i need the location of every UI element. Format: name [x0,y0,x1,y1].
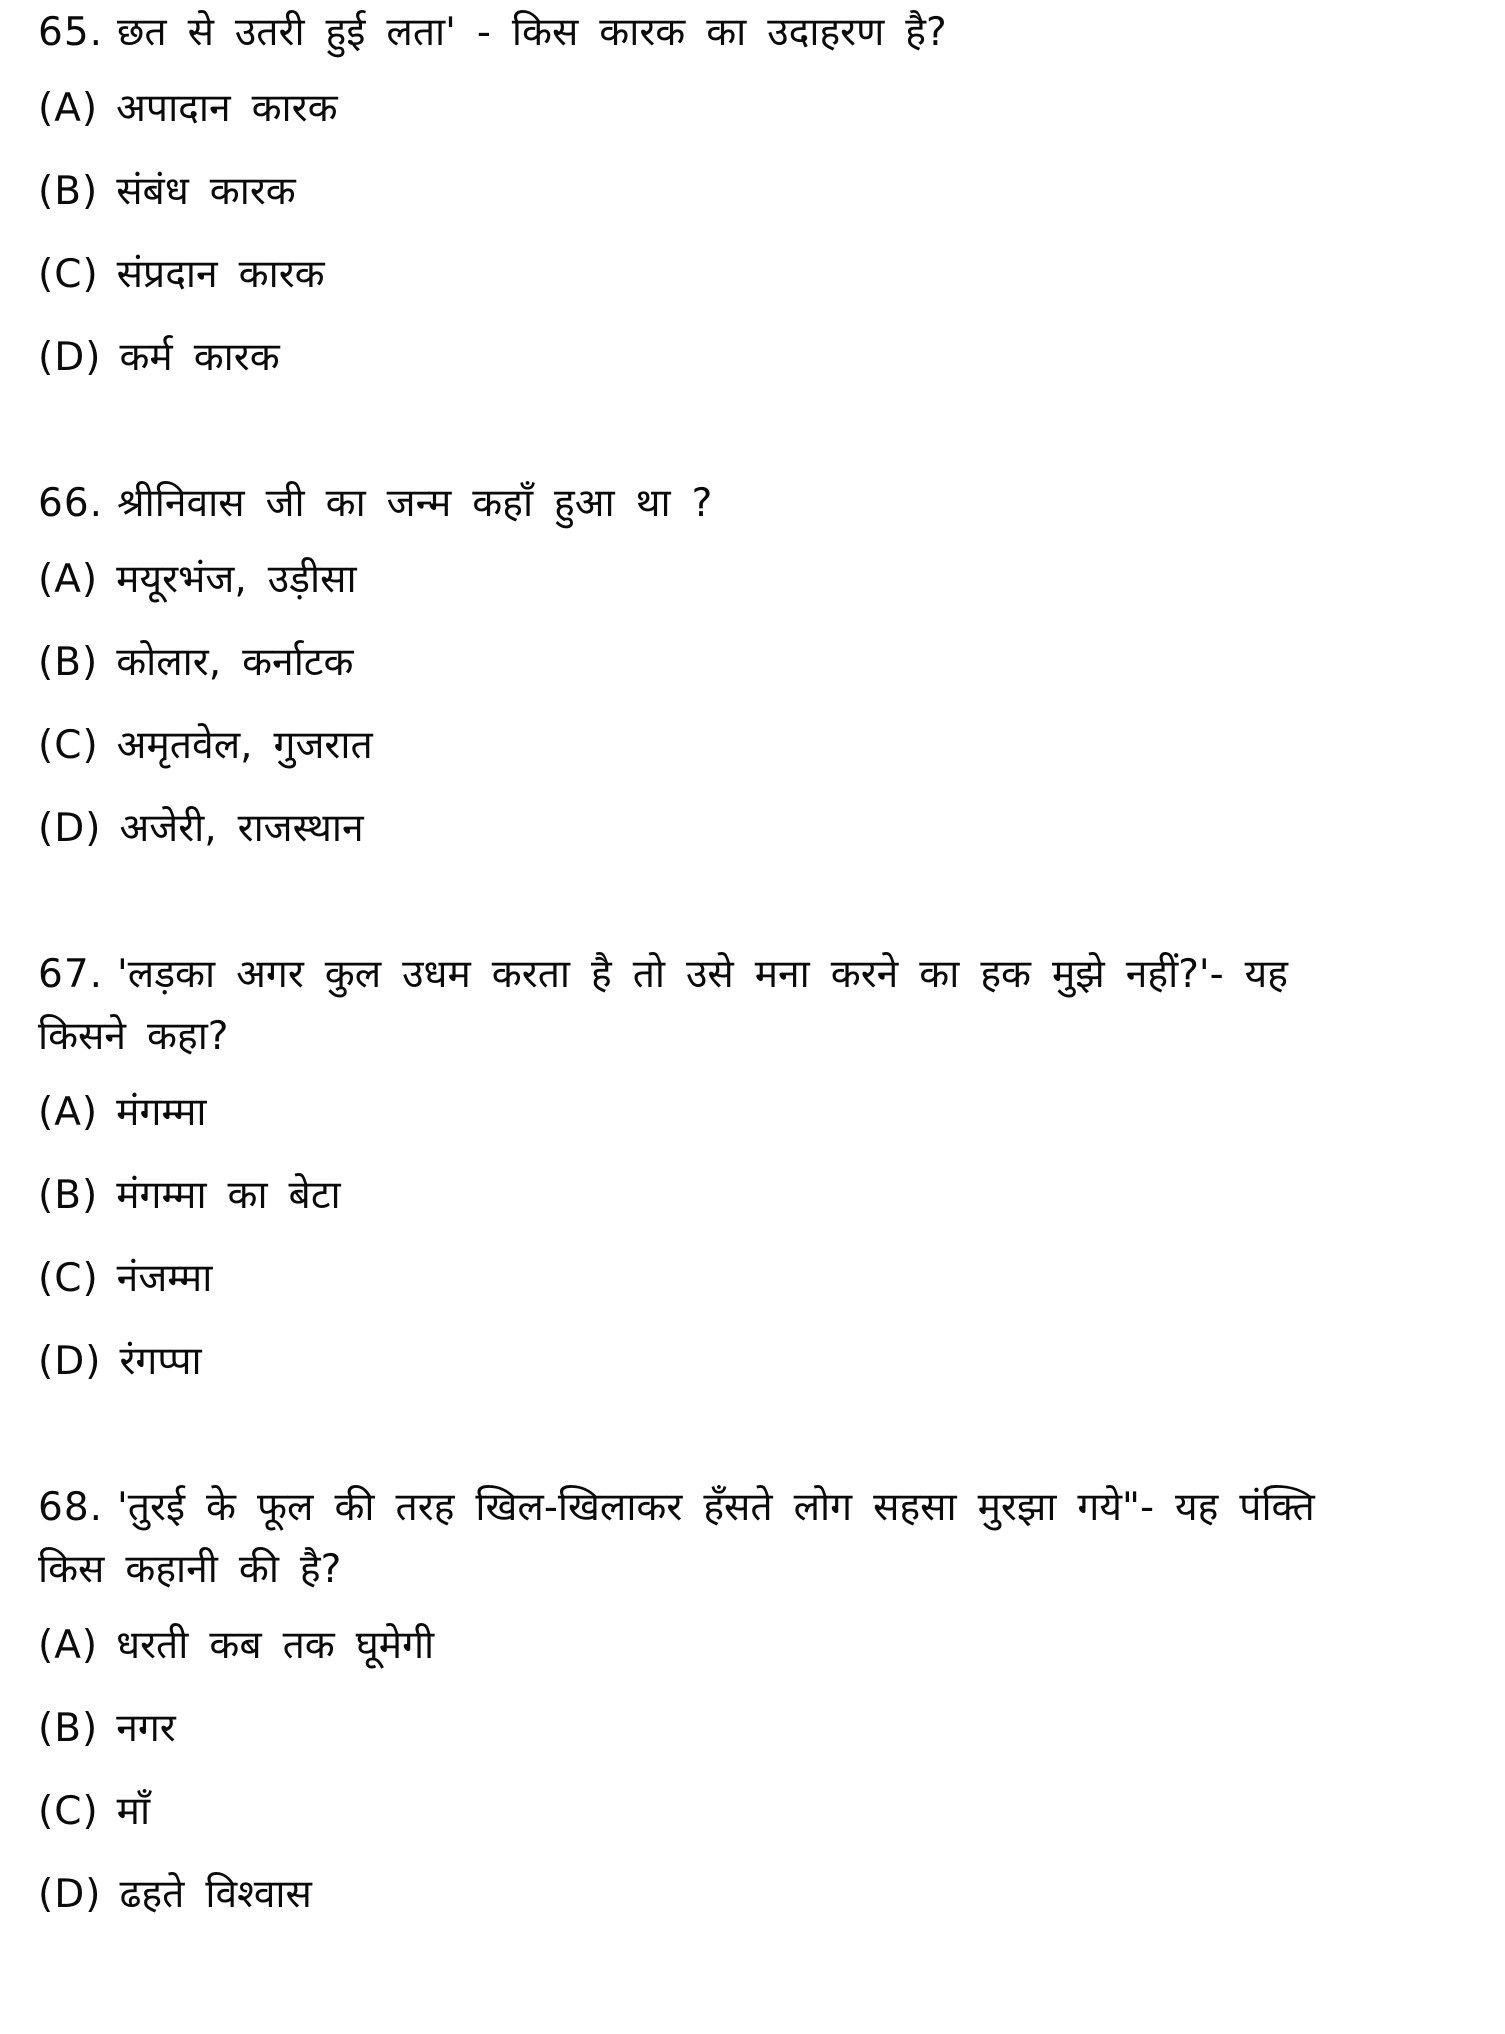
question-65-line-1 [38,2,1465,64]
question-68-option-a [38,1615,1465,1677]
question-text: छत से उतरी हुई लता' - किस कारक का उदाहरण है? [117,10,947,55]
option-text: संप्रदान कारक [116,252,325,297]
question-67-option-a [38,1082,1465,1144]
option-label: (D) [38,1339,102,1384]
option-label: (D) [38,806,102,851]
question-68-text-block [38,1477,1465,1601]
option-text: अपादान कारक [116,86,338,131]
option-text: नगर [116,1706,176,1751]
question-66-option-b [38,632,1465,694]
option-label: (C) [38,252,99,297]
question-68-line-2: किस कहानी की है? [38,1547,342,1592]
option-text: ढहते विश्वास [119,1872,312,1917]
question-67-option-d [38,1331,1465,1393]
option-text: धरती कब तक घूमेगी [116,1623,435,1668]
question-65-option-a [38,78,1465,140]
question-66 [38,473,1465,860]
question-67-option-c [38,1248,1465,1310]
option-label: (C) [38,1789,99,1834]
question-65-option-b [38,161,1465,223]
option-label: (C) [38,723,99,768]
question-text: 'तुरई के फूल की तरह खिल-खिलाकर हँसते लोग सहसा मुरझा गये"- यह पंक्ति [117,1485,1315,1530]
question-65-option-c [38,244,1465,306]
question-66-option-c [38,715,1465,777]
option-label: (A) [38,557,99,602]
question-65-text-block [38,2,1465,64]
option-label: (B) [38,1706,99,1751]
option-label: (A) [38,86,99,131]
option-text: कर्म कारक [119,335,280,380]
question-68-line-1 [38,1477,1465,1539]
option-text: माँ [116,1789,151,1834]
option-text: अमृतवेल, गुजरात [116,723,373,768]
question-67 [38,944,1465,1393]
question-66-text-block [38,473,1465,535]
option-label: (D) [38,335,102,380]
question-number: 65. [38,10,104,55]
question-67-line-2: किसने कहा? [38,1014,229,1059]
option-label: (B) [38,1173,99,1218]
option-text: मंगम्मा [116,1090,207,1135]
option-label: (A) [38,1090,99,1135]
question-68-option-d [38,1864,1465,1926]
question-66-option-d [38,798,1465,860]
question-66-option-a [38,549,1465,611]
option-label: (B) [38,640,99,685]
option-label: (C) [38,1256,99,1301]
question-66-line-1 [38,473,1465,535]
question-68 [38,1477,1465,1926]
option-label: (A) [38,1623,99,1668]
question-number: 67. [38,952,104,997]
question-65 [38,2,1465,389]
option-text: मंगम्मा का बेटा [116,1173,341,1218]
question-text: श्रीनिवास जी का जन्म कहाँ हुआ था ? [117,481,713,526]
question-text: 'लड़का अगर कुल उधम करता है तो उसे मना करने का हक मुझे नहीं?'- यह [117,952,1288,997]
option-label: (D) [38,1872,102,1917]
option-text: अजेरी, राजस्थान [119,806,364,851]
option-text: संबंध कारक [116,169,296,214]
option-text: नंजम्मा [116,1256,213,1301]
option-text: कोलार, कर्नाटक [116,640,354,685]
option-text: मयूरभंज, उड़ीसा [116,557,357,602]
question-67-option-b [38,1165,1465,1227]
question-67-line-1 [38,944,1465,1006]
question-68-option-b [38,1698,1465,1760]
option-text: रंगप्पा [119,1339,202,1384]
question-65-option-d [38,327,1465,389]
question-68-option-c [38,1781,1465,1843]
question-67-text-block [38,944,1465,1068]
option-label: (B) [38,169,99,214]
question-number: 66. [38,481,104,526]
question-number: 68. [38,1485,104,1530]
